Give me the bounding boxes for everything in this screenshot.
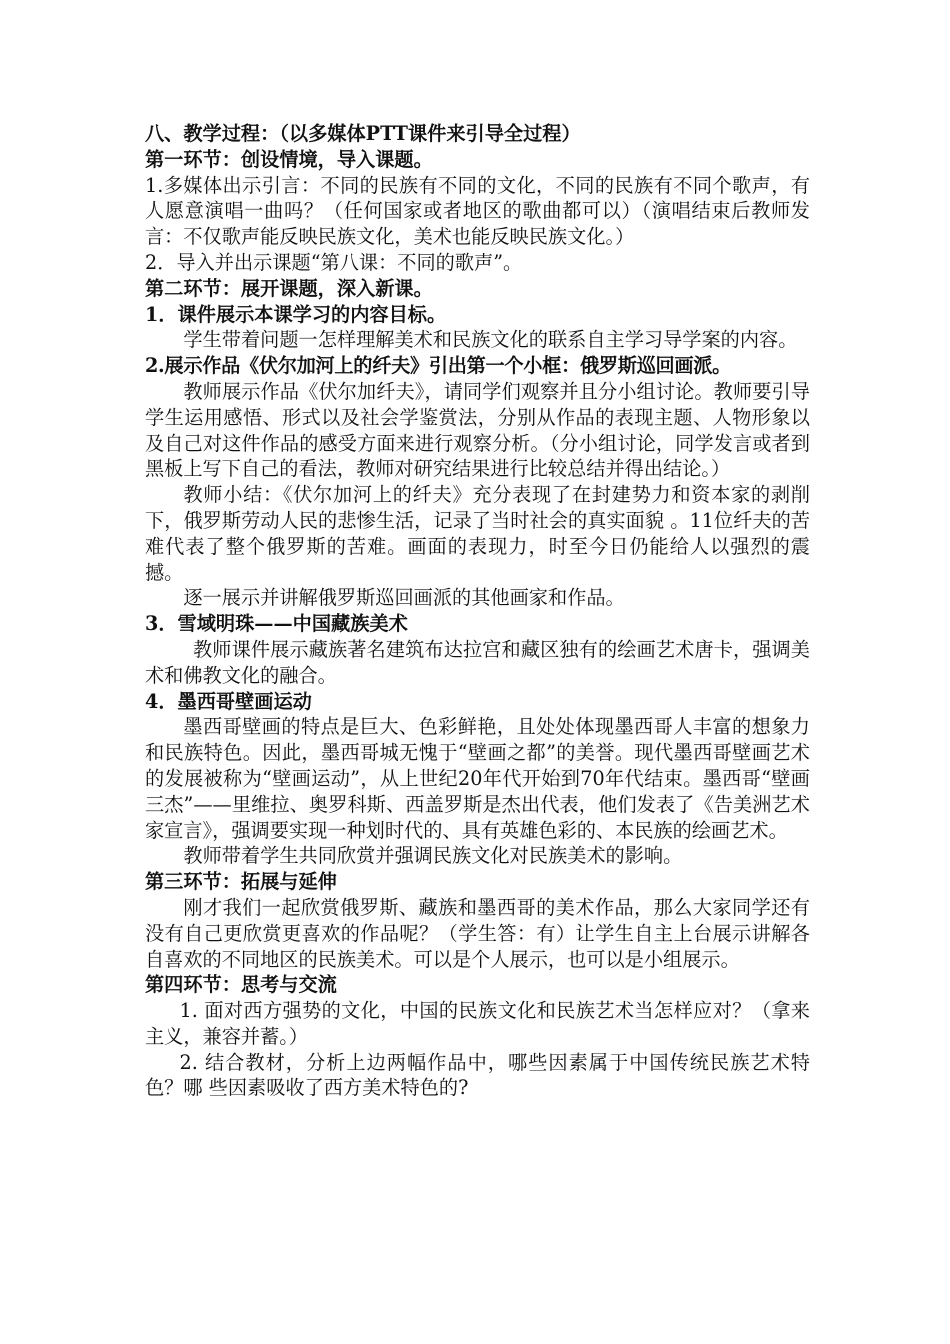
stage-1-paragraph-1: 1.多媒体出示引言：不同的民族有不同的文化，不同的民族有不同个歌声，有人愿意演唱一曲吗？（任何国家或者地区的歌曲都可以）（演唱结束后教师发言：不仅歌声能反映民族文化，美术也能反映民族文化。） bbox=[145, 173, 810, 249]
stage-2-heading-3: 3．雪域明珠——中国藏族美术 bbox=[145, 612, 408, 636]
stage-3-paragraph-1: 刚才我们一起欣赏俄罗斯、藏族和墨西哥的美术作品，那么大家同学还有没有自己更欣赏更喜欢的作品呢？（学生答：有）让学生自主上台展示讲解各自喜欢的不同地区的民族美术。可以是个人展示，也可以是小组展示。 bbox=[145, 895, 810, 971]
stage-4-paragraph-1: 1. 面对西方强势的文化，中国的民族文化和民族艺术当怎样应对？（拿来主义，兼容并蓄。） bbox=[145, 999, 810, 1048]
stage-2-title: 第二环节：展开课题，深入新课。 bbox=[145, 276, 433, 300]
stage-2-paragraph-2: 教师展示作品《伏尔加纤夫》，请同学们观察并且分小组讨论。教师要引导学生运用感悟、形式以及社会学鉴赏法，分别从作品的表现主题、人物形象以及自己对这件作品的感受方面来进行观察分析。（分小组讨论，同学发言或者到黑板上写下自己的看法，教师对研究结果进行比较总结并得出结论。） bbox=[145, 379, 810, 481]
stage-4-title: 第四环节：思考与交流 bbox=[145, 973, 337, 997]
stage-2-paragraph-3: 教师小结：《伏尔加河上的纤夫》充分表现了在封建势力和资本家的剥削下，俄罗斯劳动人民的悲惨生活，记录了当时社会的真实面貌 。11位纤夫的苦难代表了整个俄罗斯的苦难。画面的表现力，时至今日仍能给人以强烈的震撼。 bbox=[145, 483, 810, 584]
stage-4-paragraph-2: 2. 结合教材，分析上边两幅作品中，哪些因素属于中国传统民族艺术特色？哪 些因素吸收了西方美术特色的? bbox=[145, 1050, 810, 1100]
stage-2-heading-4: 4．墨西哥壁画运动 bbox=[145, 689, 312, 713]
section-heading: 八、教学过程：（以多媒体PTT课件来引导全过程） bbox=[145, 122, 581, 145]
stage-2-heading-2: 2.展示作品《伏尔加河上的纤夫》引出第一个小框：俄罗斯巡回画派。 bbox=[145, 354, 732, 378]
stage-1-paragraph-2: 2．导入并出示课题“第八课：不同的歌声”。 bbox=[145, 250, 523, 274]
document-page bbox=[145, 121, 810, 1101]
stage-2-paragraph-6: 墨西哥壁画的特点是巨大、色彩鲜艳，且处处体现墨西哥人丰富的想象力和民族特色。因此，墨西哥城无愧于“壁画之都”的美誉。现代墨西哥壁画艺术的发展被称为“壁画运动”，从上世纪20年代开始到70年代结束。墨西哥“壁画三杰”——里维拉、奥罗科斯、西盖罗斯是杰出代表，他们发表了《告美洲艺术家宣言》，强调要实现一种划时代的、具有英雄色彩的、本民族的绘画艺术。 bbox=[145, 715, 810, 842]
stage-1-title: 第一环节：创设情境，导入课题。 bbox=[145, 147, 433, 171]
stage-3-title: 第三环节：拓展与延伸 bbox=[145, 870, 337, 894]
stage-2-paragraph-7: 教师带着学生共同欣赏并强调民族文化对民族美术的影响。 bbox=[183, 844, 683, 868]
stage-2-paragraph-1: 学生带着问题一怎样理解美术和民族文化的联系自主学习导学案的内容。 bbox=[183, 328, 798, 352]
stage-2-heading-1: 1．课件展示本课学习的内容目标。 bbox=[145, 302, 447, 326]
stage-2-paragraph-4: 逐一展示并讲解俄罗斯巡回画派的其他画家和作品。 bbox=[183, 586, 625, 610]
stage-2-paragraph-5: 教师课件展示藏族著名建筑布达拉宫和藏区独有的绘画艺术唐卡，强调美术和佛教文化的融合。 bbox=[145, 637, 810, 687]
